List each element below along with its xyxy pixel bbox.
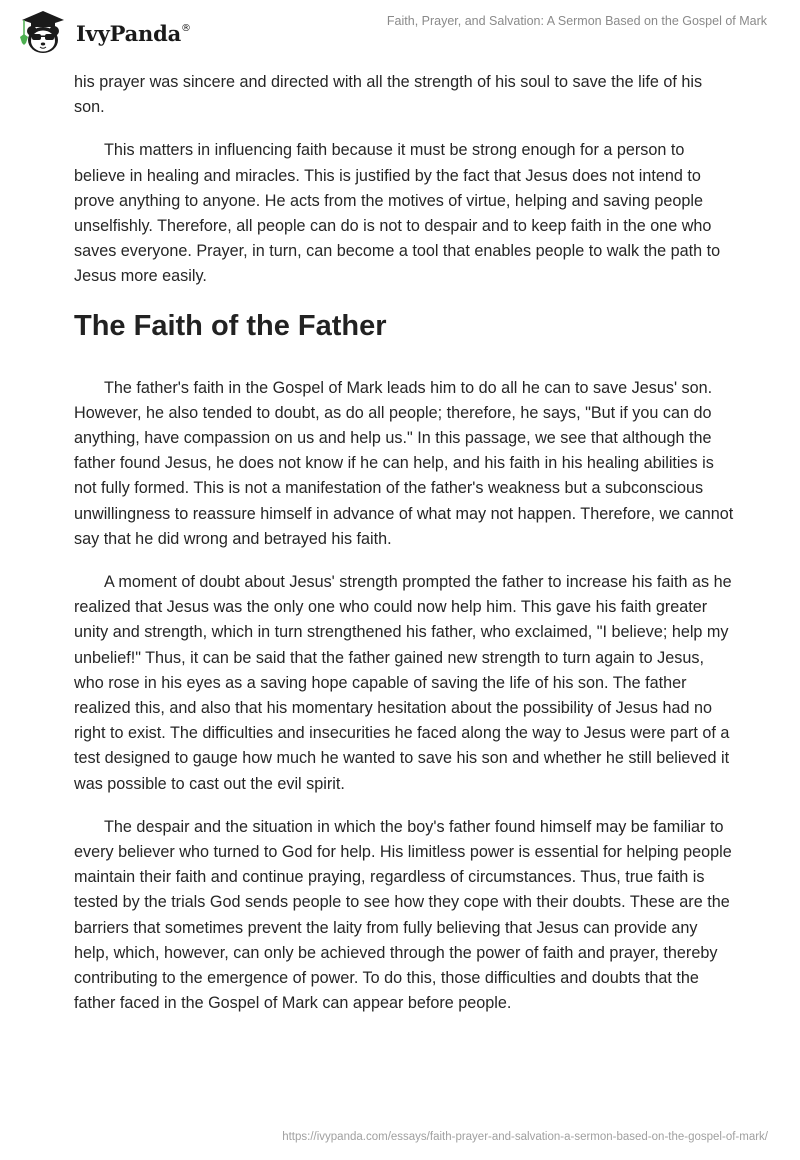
paragraph-continued: his prayer was sincere and directed with all the strength of his soul to save the life of his son. bbox=[74, 73, 703, 117]
brand-name: IvyPanda® bbox=[76, 20, 191, 46]
paragraph: The father's faith in the Gospel of Mark leads him to do all he can to save Jesus' son. However, he also tended to doubt, as do all people; therefore, he says, "But if you can do anything, have compassion on us and help us." In this passage, we see that although the father found Jesus, he does not know if he can help, and his faith in his healing abilities is not fully formed. This is not a manifestation of the father's weakness but a subconscious unwillingness to reassure himself in advance of what may not happen. Therefore, we cannot say that he did wrong and betrayed his faith. bbox=[74, 378, 734, 548]
page-header bbox=[0, 0, 800, 60]
paragraph: This matters in influencing faith because it must be strong enough for a person to believe in healing and miracles. This is justified by the fact that Jesus does not intend to prove anything to anyone. He acts from the motives of virtue, helping and saving people unselfishly. Therefore, all people can do is not to despair and to keep faith in the one who saves everyone. Prayer, in turn, can become a tool that enables people to walk the path to Jesus more easily. bbox=[74, 141, 721, 286]
registered-mark: ® bbox=[181, 22, 191, 34]
ivypanda-logo[interactable] bbox=[16, 7, 191, 55]
source-url[interactable]: https://ivypanda.com/essays/faith-prayer-and-salvation-a-sermon-based-on-the-gospel-of-mark/ bbox=[282, 1131, 768, 1143]
essay-content bbox=[74, 70, 734, 1035]
paragraph: A moment of doubt about Jesus' strength prompted the father to increase his faith as he realized that Jesus was the only one who could now help him. This gave his faith greater unity and strength, which in turn strengthened his father, who exclaimed, "I believe; help my unbelief!" Thus, it can be said that the father gained new strength to turn again to Jesus, who rose in his eyes as a saving hope capable of saving the life of his son. The father realized this, and also that his momentary hesitation about the possibility of Jesus had no right to exist. The difficulties and insecurities he faced along the way to Jesus were part of a test designed to gauge how much he wanted to save his son and whether he still believed it was possible to cast out the evil spirit. bbox=[74, 573, 732, 793]
panda-graduate-icon bbox=[16, 7, 70, 55]
document-title: Faith, Prayer, and Salvation: A Sermon Based on the Gospel of Mark bbox=[386, 14, 767, 28]
paragraph: The despair and the situation in which the boy's father found himself may be familiar to every believer who turned to God for help. His limitless power is essential for helping people maintain their faith and continue praying, regardless of circumstances. Thus, true faith is tested by the trials God sends people to see how they cope with their doubts. These are the barriers that sometimes prevent the laity from fully believing that Jesus can provide any help, which, however, can only be achieved through the power of faith and prayer, thereby contributing to the emergence of power. To do this, those difficulties and doubts that the father faced in the Gospel of Mark can appear before people. bbox=[74, 817, 732, 1013]
section-heading: The Faith of the Father bbox=[74, 309, 387, 342]
